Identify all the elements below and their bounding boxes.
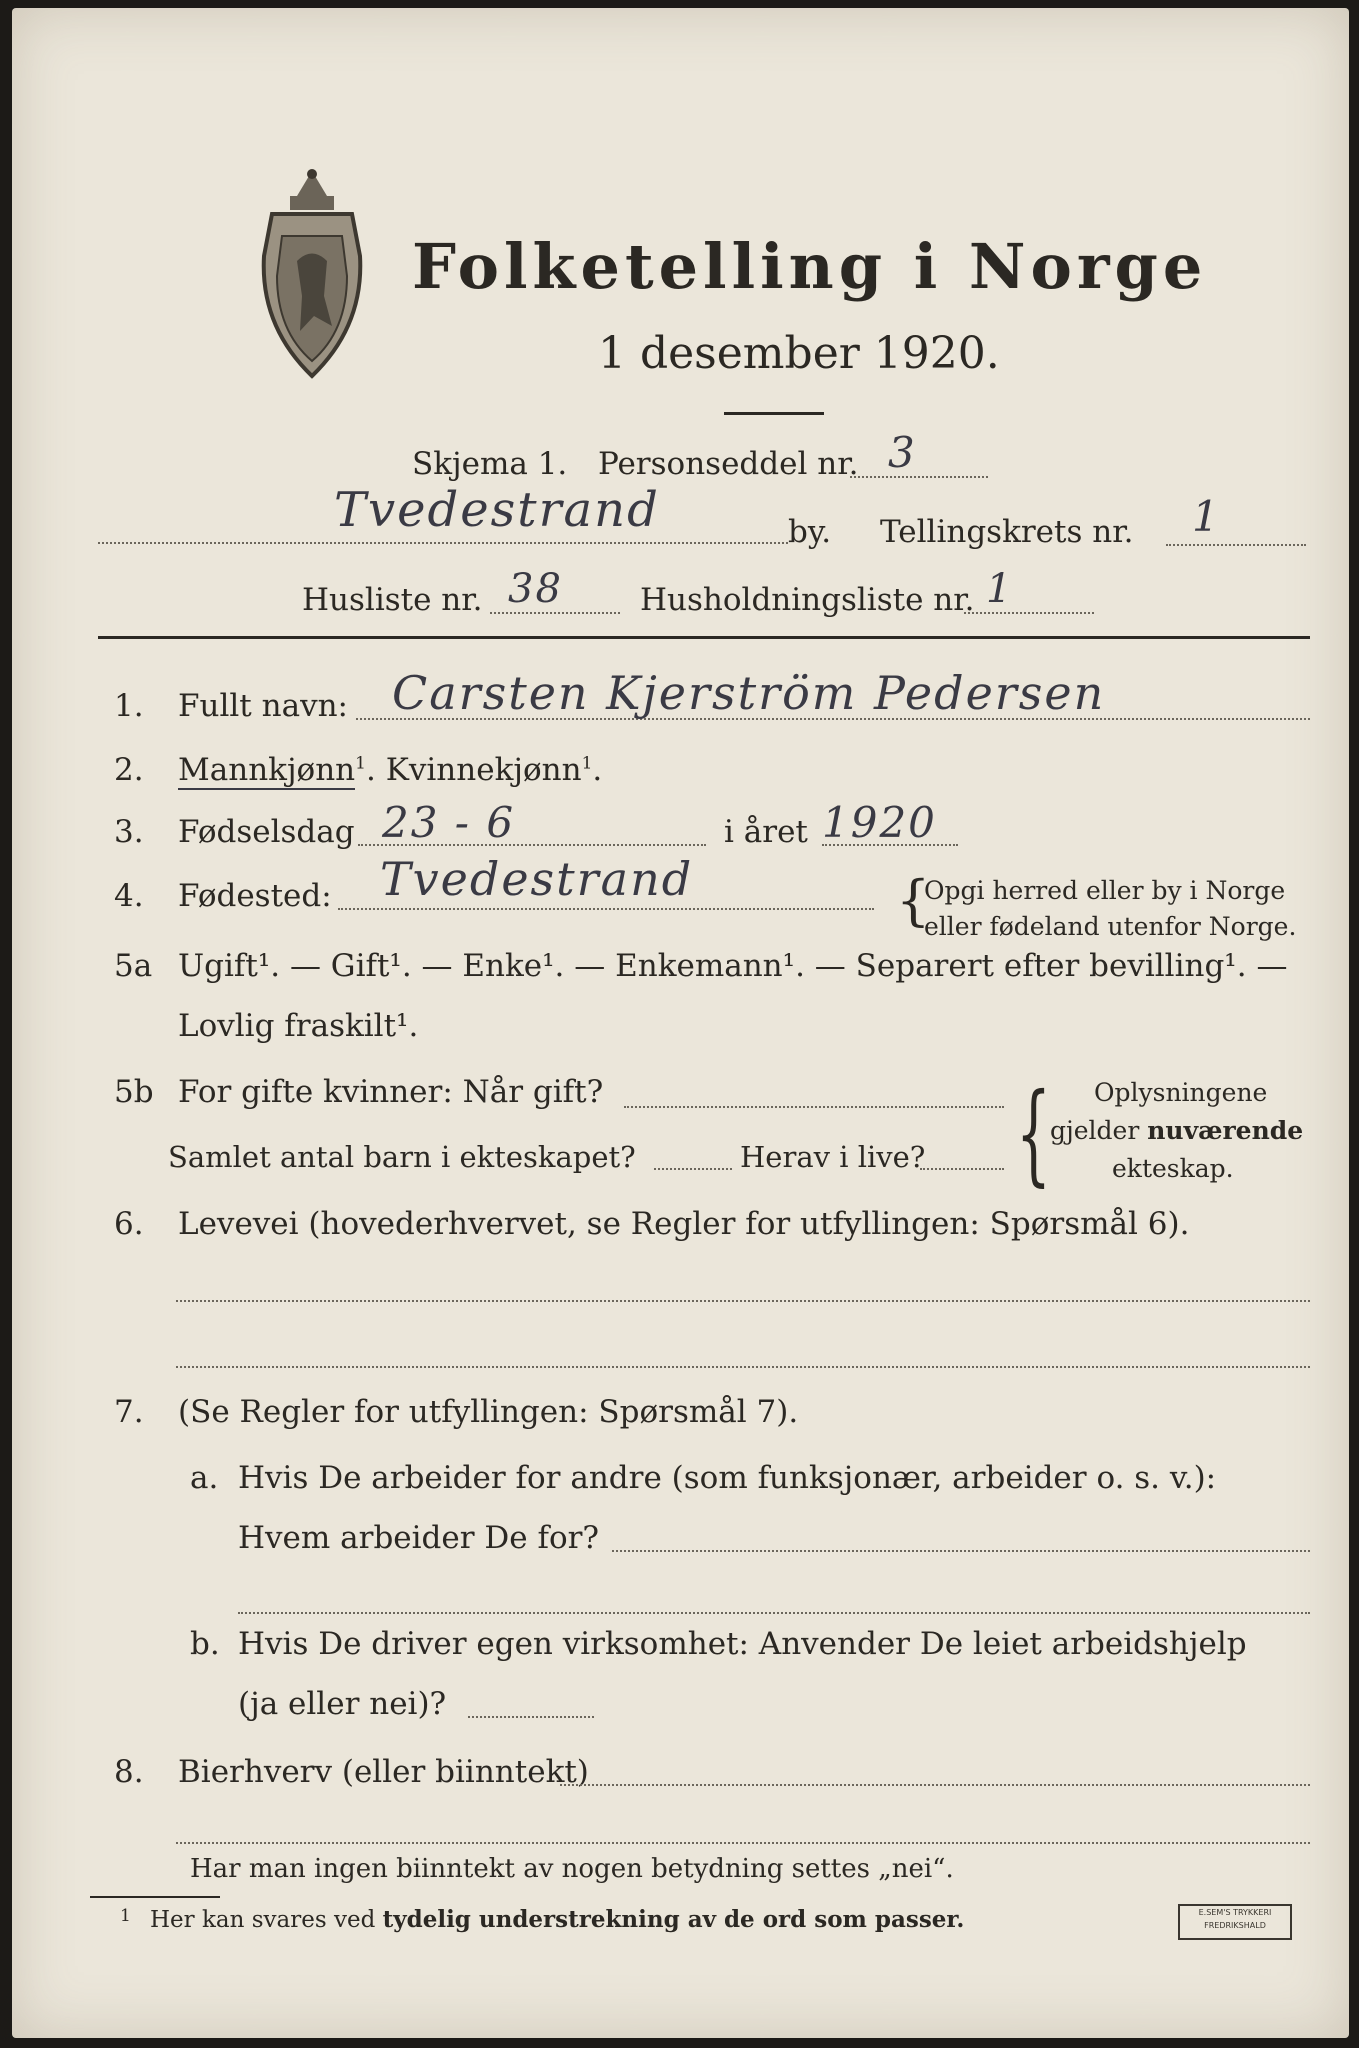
footnote-rule — [90, 1896, 220, 1898]
birthplace-value: Tvedestrand — [380, 852, 694, 906]
q4-number: 4. — [114, 878, 144, 914]
coat-of-arms-icon — [252, 166, 372, 381]
gender-male-option: Mannkjønn — [178, 752, 356, 788]
employer-line-1 — [612, 1550, 1310, 1552]
full-name-value: Carsten Kjerström Pedersen — [392, 666, 1106, 720]
birthplace-line — [338, 908, 874, 910]
printer-stamp: E.SEM'S TRYKKERI FREDRIKSHALD — [1178, 1904, 1292, 1940]
side-income-line-2 — [176, 1842, 1310, 1844]
year-label: i året — [724, 814, 808, 850]
q3-label: Fødselsdag — [178, 814, 355, 850]
husholdningsliste-label: Husholdningsliste nr. — [640, 582, 975, 618]
personseddel-line — [850, 476, 988, 478]
skjema-label: Skjema 1. — [412, 446, 568, 482]
gender-female-option: Kvinnekjønn — [385, 752, 582, 788]
children-total-line — [654, 1168, 732, 1170]
personseddel-label: Personseddel nr. — [598, 446, 859, 482]
q4-brace: { — [896, 869, 931, 932]
hired-help-line — [468, 1716, 594, 1718]
q5b-children-alive: Herav i live? — [740, 1140, 926, 1174]
husliste-value: 38 — [508, 566, 563, 612]
title-divider — [724, 412, 824, 415]
when-married-line — [624, 1106, 1004, 1108]
tellingskrets-label: Tellingskrets nr. — [880, 514, 1134, 550]
q7-label: (Se Regler for utfyllingen: Spørsmål 7). — [178, 1394, 799, 1430]
footnote-mark: 1 — [120, 1906, 131, 1926]
occupation-line-2 — [176, 1366, 1310, 1368]
children-alive-line — [920, 1168, 1004, 1170]
q7b-letter: b. — [190, 1626, 220, 1662]
husliste-line — [490, 612, 620, 614]
by-value: Tvedestrand — [334, 482, 660, 538]
q4-label: Fødested: — [178, 878, 332, 914]
q7a-question: Hvis De arbeider for andre (som funksjonær, arbeider o. s. v.): — [238, 1460, 1217, 1496]
q6-number: 6. — [114, 1206, 144, 1242]
q5b-note-1: Oplysningene — [1094, 1078, 1268, 1107]
birthday-value: 23 - 6 — [382, 798, 516, 847]
q8-note: Har man ingen biinntekt av nogen betydning settes „nei“. — [190, 1854, 954, 1884]
birth-year-value: 1920 — [822, 798, 937, 847]
q5b-children-total: Samlet antal barn i ekteskapet? — [168, 1140, 636, 1174]
q4-note-2: eller fødeland utenfor Norge. — [924, 912, 1297, 941]
q7b-hired-help-label: (ja eller nei)? — [238, 1686, 447, 1722]
header-rule — [98, 636, 1310, 639]
gender-options: Mannkjønn$^1$. Kvinnekjønn$^1$. — [178, 752, 603, 788]
marital-status-options: Ugift¹. — Gift¹. — Enke¹. — Enkemann¹. — Separert efter bevilling¹. — — [178, 948, 1288, 984]
q7-number: 7. — [114, 1394, 144, 1430]
form-title: Folketelling i Norge — [412, 230, 1208, 303]
q3-number: 3. — [114, 814, 144, 850]
q5a-number: 5a — [114, 948, 153, 984]
q7a-letter: a. — [190, 1460, 219, 1496]
occupation-line-1 — [176, 1300, 1310, 1302]
husholdningsliste-line — [964, 612, 1094, 614]
q5b-when-married: For gifte kvinner: Når gift? — [178, 1074, 604, 1110]
census-form-page — [12, 8, 1349, 2038]
q5b-number: 5b — [114, 1074, 154, 1110]
q8-number: 8. — [114, 1754, 144, 1790]
employer-line-2 — [238, 1612, 1310, 1614]
footnote-text: Her kan svares ved tydelig understrekning av de ord som passer. — [150, 1906, 965, 1933]
q5b-note-3: ekteskap. — [1112, 1154, 1234, 1183]
q5b-brace: { — [1016, 1069, 1051, 1197]
personseddel-value: 3 — [888, 428, 917, 477]
census-date: 1 desember 1920. — [598, 328, 1000, 379]
marital-status-divorced: Lovlig fraskilt¹. — [178, 1008, 419, 1044]
tellingskrets-line — [1166, 544, 1306, 546]
by-line — [98, 542, 788, 544]
q8-label: Bierhverv (eller biinntekt) — [178, 1754, 589, 1790]
by-label: by. — [788, 514, 832, 550]
q7a-employer-label: Hvem arbeider De for? — [238, 1520, 600, 1556]
q4-note-1: Opgi herred eller by i Norge — [924, 876, 1286, 905]
q6-label: Levevei (hovederhvervet, se Regler for utfyllingen: Spørsmål 6). — [178, 1206, 1190, 1242]
q7b-question: Hvis De driver egen virksomhet: Anvender De leiet arbeidshjelp — [238, 1626, 1247, 1662]
tellingskrets-value: 1 — [1192, 492, 1221, 541]
husliste-label: Husliste nr. — [302, 582, 483, 618]
q2-number: 2. — [114, 752, 144, 788]
q1-label: Fullt navn: — [178, 688, 348, 724]
side-income-line-1 — [560, 1784, 1310, 1786]
q5b-note-2: gjelder nuværende — [1050, 1116, 1304, 1145]
husholdningsliste-value: 1 — [986, 566, 1014, 612]
q1-number: 1. — [114, 688, 144, 724]
